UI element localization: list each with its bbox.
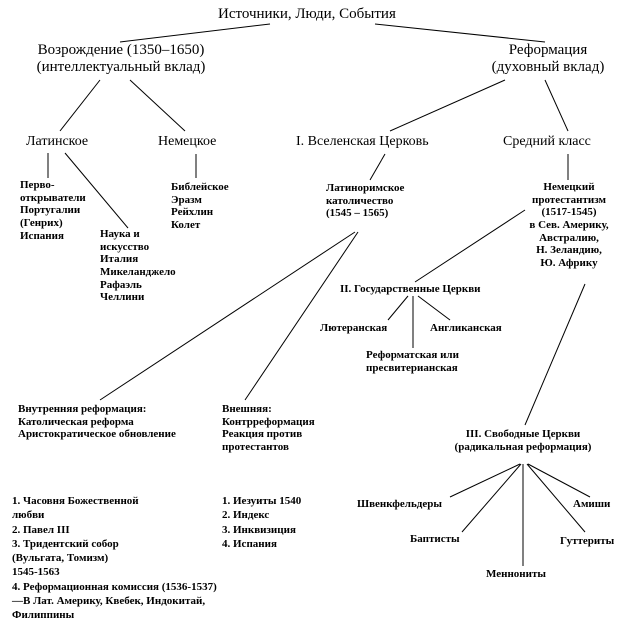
list-item: искусство — [100, 240, 150, 253]
line-free-baptists — [462, 464, 521, 532]
free-churches-node — [448, 428, 598, 453]
inner-reformation-list — [12, 494, 217, 623]
renaissance-label: Возрождение (1350–1650) — [37, 42, 205, 58]
latin-discoverers-list — [20, 179, 86, 242]
renaissance-sub: (интеллектуальный вклад) — [36, 59, 206, 76]
outer-reformation-list — [222, 494, 301, 551]
lutheran-node: Лютеранская — [320, 322, 388, 334]
list-item: (Генрих) — [20, 216, 63, 229]
line-renaissance-latin — [60, 80, 100, 131]
list-item: Эразм — [171, 193, 202, 206]
list-item: Италия — [100, 253, 139, 266]
list-item: Австралию, — [539, 231, 599, 244]
german-protestantism-node — [508, 181, 630, 269]
middle-class-node: Средний класс — [503, 134, 591, 149]
line-state-anglican — [418, 296, 450, 320]
list-item: 3. Тридентский собор — [12, 537, 119, 550]
list-item: открыватели — [20, 191, 86, 204]
list-item: Ю. Африку — [540, 256, 598, 269]
schwenkfelders-node: Швенкфельдеры — [357, 498, 442, 510]
list-item: 4. Испания — [222, 537, 277, 550]
line-reformation-universal — [390, 80, 505, 131]
list-item: Рафаэль — [100, 278, 142, 291]
list-item: (1545 – 1565) — [326, 207, 389, 220]
list-item: пресвитерианская — [366, 361, 458, 374]
list-item: Аристократическое обновление — [18, 428, 176, 441]
latin-catholicism-node — [326, 182, 404, 220]
latin-node: Латинское — [26, 134, 89, 149]
list-item: (радикальная реформация) — [454, 440, 592, 453]
line-state-lutheran — [388, 296, 408, 320]
list-item: Колет — [171, 218, 201, 231]
list-item: Н. Зеландию, — [536, 244, 602, 257]
list-item: Филиппины — [12, 609, 75, 622]
diagram-title: Источники, Люди, События — [218, 6, 396, 22]
line-title-renaissance — [120, 24, 270, 42]
list-item: Библейское — [171, 181, 229, 193]
reformation-sub: (духовный вклад) — [491, 59, 605, 76]
list-item: католичество — [326, 194, 394, 207]
list-item: Внутренняя реформация: — [18, 403, 147, 415]
list-item: 4. Реформационная комиссия (1536-1537) — [12, 580, 217, 593]
list-item: Челлини — [100, 291, 145, 304]
list-item: Перво- — [20, 179, 55, 191]
state-churches-node: II. Государственные Церкви — [340, 283, 481, 295]
mennonites-node: Меннониты — [486, 568, 546, 580]
list-item: 2. Павел III — [12, 523, 70, 536]
list-item: протестантов — [222, 440, 289, 453]
anglican-node: Англиканская — [430, 322, 502, 334]
list-item: 1. Иезуиты 1540 — [222, 495, 302, 507]
list-item: (1517-1545) — [541, 206, 597, 219]
reformation-label: Реформация — [508, 42, 588, 58]
line-free-schwenkfelders — [450, 464, 520, 497]
hutterites-node: Гуттериты — [560, 535, 615, 547]
list-item: Реакция против — [222, 428, 303, 441]
german-items-list — [171, 181, 229, 232]
list-item: Наука и — [100, 228, 140, 240]
line-universal-catholic — [370, 154, 385, 180]
baptists-node: Баптисты — [410, 533, 460, 545]
list-item: 3. Инквизиция — [222, 523, 296, 536]
outer-reformation-node — [222, 403, 315, 454]
list-item: 1. Часовня Божественной — [12, 495, 139, 507]
line-free-amish — [528, 464, 590, 497]
line-reformation-middle — [545, 80, 568, 131]
list-item: Испания — [20, 229, 64, 242]
list-item: Микеланджело — [100, 265, 176, 278]
list-item: Контрреформация — [222, 415, 315, 428]
amish-node: Амиши — [573, 498, 611, 510]
reformed-node — [366, 349, 459, 374]
reformation-node — [474, 42, 622, 77]
list-item: Немецкий — [543, 181, 595, 193]
list-item: III. Свободные Церкви — [465, 428, 581, 440]
line-catholic-outer — [245, 232, 358, 400]
list-item: (Вульгата, Томизм) — [12, 552, 109, 565]
list-item: Внешняя: — [222, 403, 272, 415]
line-renaissance-german — [130, 80, 185, 131]
list-item: в Сев. Америку, — [529, 218, 609, 231]
line-protestant-free — [525, 284, 585, 425]
german-node: Немецкое — [158, 134, 217, 149]
list-item: любви — [12, 509, 45, 522]
list-item: Португалии — [20, 204, 81, 217]
list-item: протестантизм — [532, 193, 606, 206]
universal-church-node: I. Вселенская Церковь — [296, 134, 429, 149]
list-item: Латиноримское — [326, 182, 405, 194]
list-item: Рейхлин — [171, 206, 214, 219]
renaissance-node — [16, 42, 226, 77]
list-item: Реформатская или — [366, 349, 459, 361]
latin-arts-list — [100, 228, 176, 304]
inner-reformation-node — [18, 403, 176, 441]
list-item: —В Лат. Америку, Квебек, Индокитай, — [12, 595, 206, 608]
list-item: Католическая реформа — [18, 415, 134, 428]
list-item: 1545-1563 — [12, 566, 60, 579]
line-title-reformation — [375, 24, 545, 42]
list-item: 2. Индекс — [222, 509, 270, 522]
